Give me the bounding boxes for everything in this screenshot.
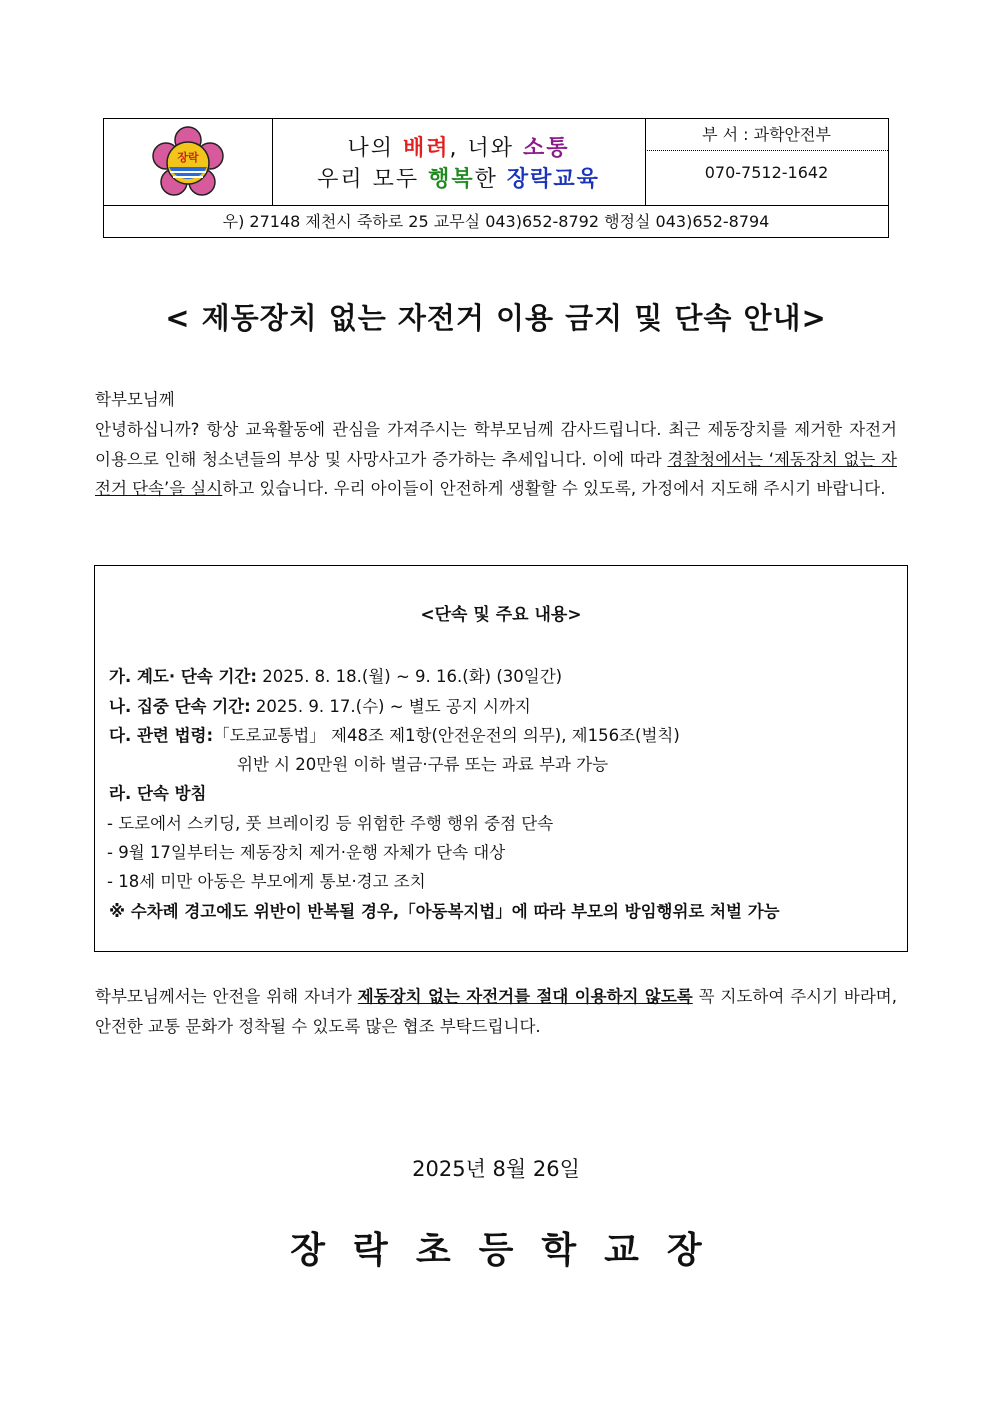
detail-item: 라. 단속 방침 <box>109 784 207 803</box>
closing-paragraph: 학부모님께서는 안전을 위해 자녀가 제동장치 없는 자전거를 절대 이용하지 않도록 꼭 지도하여 주시기 바라며, 안전한 교통 문화가 정착될 수 있도록 많은 협조 부탁드립니다. <box>95 987 897 1036</box>
detail-item: - 도로에서 스키딩, 풋 브레이킹 등 위험한 주행 행위 중점 단속 <box>107 814 554 833</box>
intro-emphasis: 경찰청에서는 ‘제동장치 없는 자전거 단속’을 실시 <box>95 449 897 498</box>
slogan-line-2: 우리 모두 행복한 장락교육 <box>317 167 600 192</box>
detail-item: 가. 계도· 단속 기간: 2025. 8. 18.(월) ~ 9. 16.(화) (30일간) <box>109 667 563 686</box>
greeting: 학부모님께 <box>95 390 175 409</box>
box-heading: <단속 및 주요 내용> <box>420 605 582 625</box>
issue-date: 2025년 8월 26일 <box>412 1157 580 1181</box>
page-title: < 제동장치 없는 자전거 이용 금지 및 단속 안내> <box>165 301 827 335</box>
detail-item: 나. 집중 단속 기간: 2025. 9. 17.(수) ~ 별도 공지 시까지 <box>109 697 531 716</box>
intro-paragraph: 안녕하십니까? 항상 교육활동에 관심을 가져주시는 학부모님께 감사드립니다. 최근 제동장치를 제거한 자전거 이용으로 인해 청소년들의 부상 및 사망사고가 증가하는 추세입니다. 이에 따라 경찰청에서는 ‘제동장치 없는 자전거 단속’을 실시하고 있습니다. 우리 아이들이 안전하게 생활할 수 있도록, 가정에서 지도해 주시기 바랍니다. <box>95 420 897 498</box>
department-info <box>645 119 888 205</box>
detail-item: - 18세 미만 아동은 부모에게 통보·경고 조치 <box>107 872 426 891</box>
enforcement-details-box <box>94 565 908 952</box>
logo-text: 장락 <box>177 151 199 164</box>
slogan-line-1: 나의 배려, 너와 소통 <box>347 136 570 161</box>
principal-signature: 장락초등학교장 <box>290 1230 730 1271</box>
letterhead <box>103 118 889 238</box>
detail-item: 다. 관련 법령:「도로교통법」 제48조 제1항(안전운전의 의무), 제156조(벌칙) <box>109 726 680 745</box>
detail-item: - 9월 17일부터는 제동장치 제거·운행 자체가 단속 대상 <box>107 843 506 862</box>
department-name: 부 서 : 과학안전부 <box>645 119 888 151</box>
penalty-note: ※ 수차례 경고에도 위반이 반복될 경우,「아동복지법」에 따라 부모의 방임행위로 처벌 가능 <box>109 902 780 921</box>
slogan <box>272 119 646 205</box>
detail-item: 위반 시 20만원 이하 벌금·구류 또는 과료 부과 가능 <box>237 755 609 774</box>
school-emblem-logo <box>104 119 272 205</box>
school-address: 우) 27148 제천시 죽하로 25 교무실 043)652-8792 행정실 043)652-8794 <box>104 205 888 237</box>
department-phone: 070-7512-1642 <box>704 163 829 182</box>
logo-cell <box>104 119 273 205</box>
closing-emphasis: 제동장치 없는 자전거를 절대 이용하지 않도록 <box>357 987 693 1006</box>
